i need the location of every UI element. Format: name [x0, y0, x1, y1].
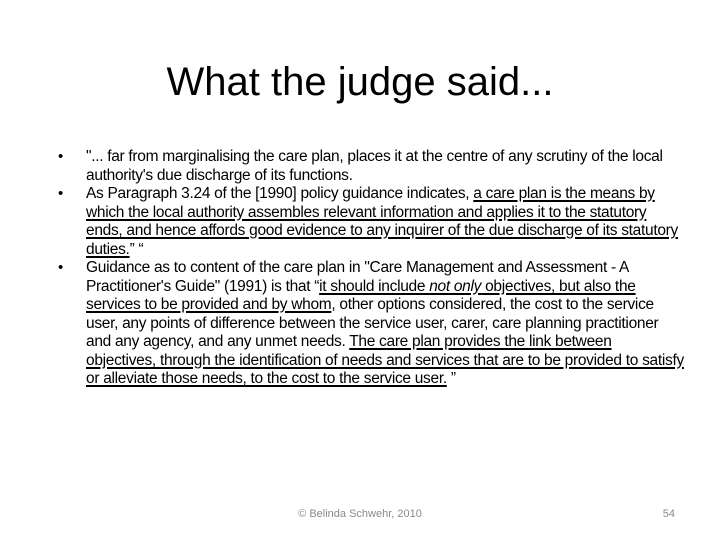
- italic-text: not only: [429, 277, 482, 295]
- bullet-item: [55, 185, 685, 259]
- bullet-text: [86, 259, 685, 389]
- underlined-italic-text: [429, 278, 481, 295]
- page-number: 54: [662, 508, 675, 520]
- footer-copyright: © Belinda Schwehr, 2010: [298, 508, 422, 520]
- text-segment: ” “: [129, 240, 144, 258]
- underlined-quote: objectives, but also the services to be provided and by whom: [86, 277, 636, 313]
- underlined-quote: a care plan is the means by which the local authority assembles relevant information and applies it to the statutory ends, and hence affords good evidence to any inquirer of the due discharge of its statutory duties.: [86, 185, 678, 258]
- text-segment: ”: [446, 370, 456, 387]
- underlined-quote: The care plan provides the link between objectives, through the identification of needs and services that are to be provided to satisfy or alleviate those needs, to the cost to the service user.: [86, 333, 684, 387]
- bullet-text: [86, 148, 685, 185]
- text-segment: "... far from marginalising the care plan, places it at the centre of any scrutiny of the local authority's due discharge of its functions.: [86, 148, 663, 184]
- bullet-text: [86, 185, 685, 259]
- text-segment: , other options considered, the cost to the service user, any points of difference between the service user, carer, care planning practitioner and any agency, and any unmet needs.: [86, 296, 659, 350]
- slide-title: What the judge said...: [166, 60, 554, 104]
- bullet-icon: •: [58, 185, 63, 202]
- bullet-icon: •: [58, 259, 63, 276]
- slide-body: [55, 148, 685, 389]
- text-segment: As Paragraph 3.24 of the [1990] policy guidance indicates,: [86, 185, 474, 202]
- bullet-item: [55, 259, 685, 389]
- underlined-quote: it should include: [319, 277, 430, 295]
- text-segment: Guidance as to content of the care plan in "Care Management and Assessment - A Practitioner's Guide" (1991) is that “: [86, 259, 629, 295]
- bullet-item: [55, 148, 685, 185]
- bullet-icon: •: [58, 148, 63, 165]
